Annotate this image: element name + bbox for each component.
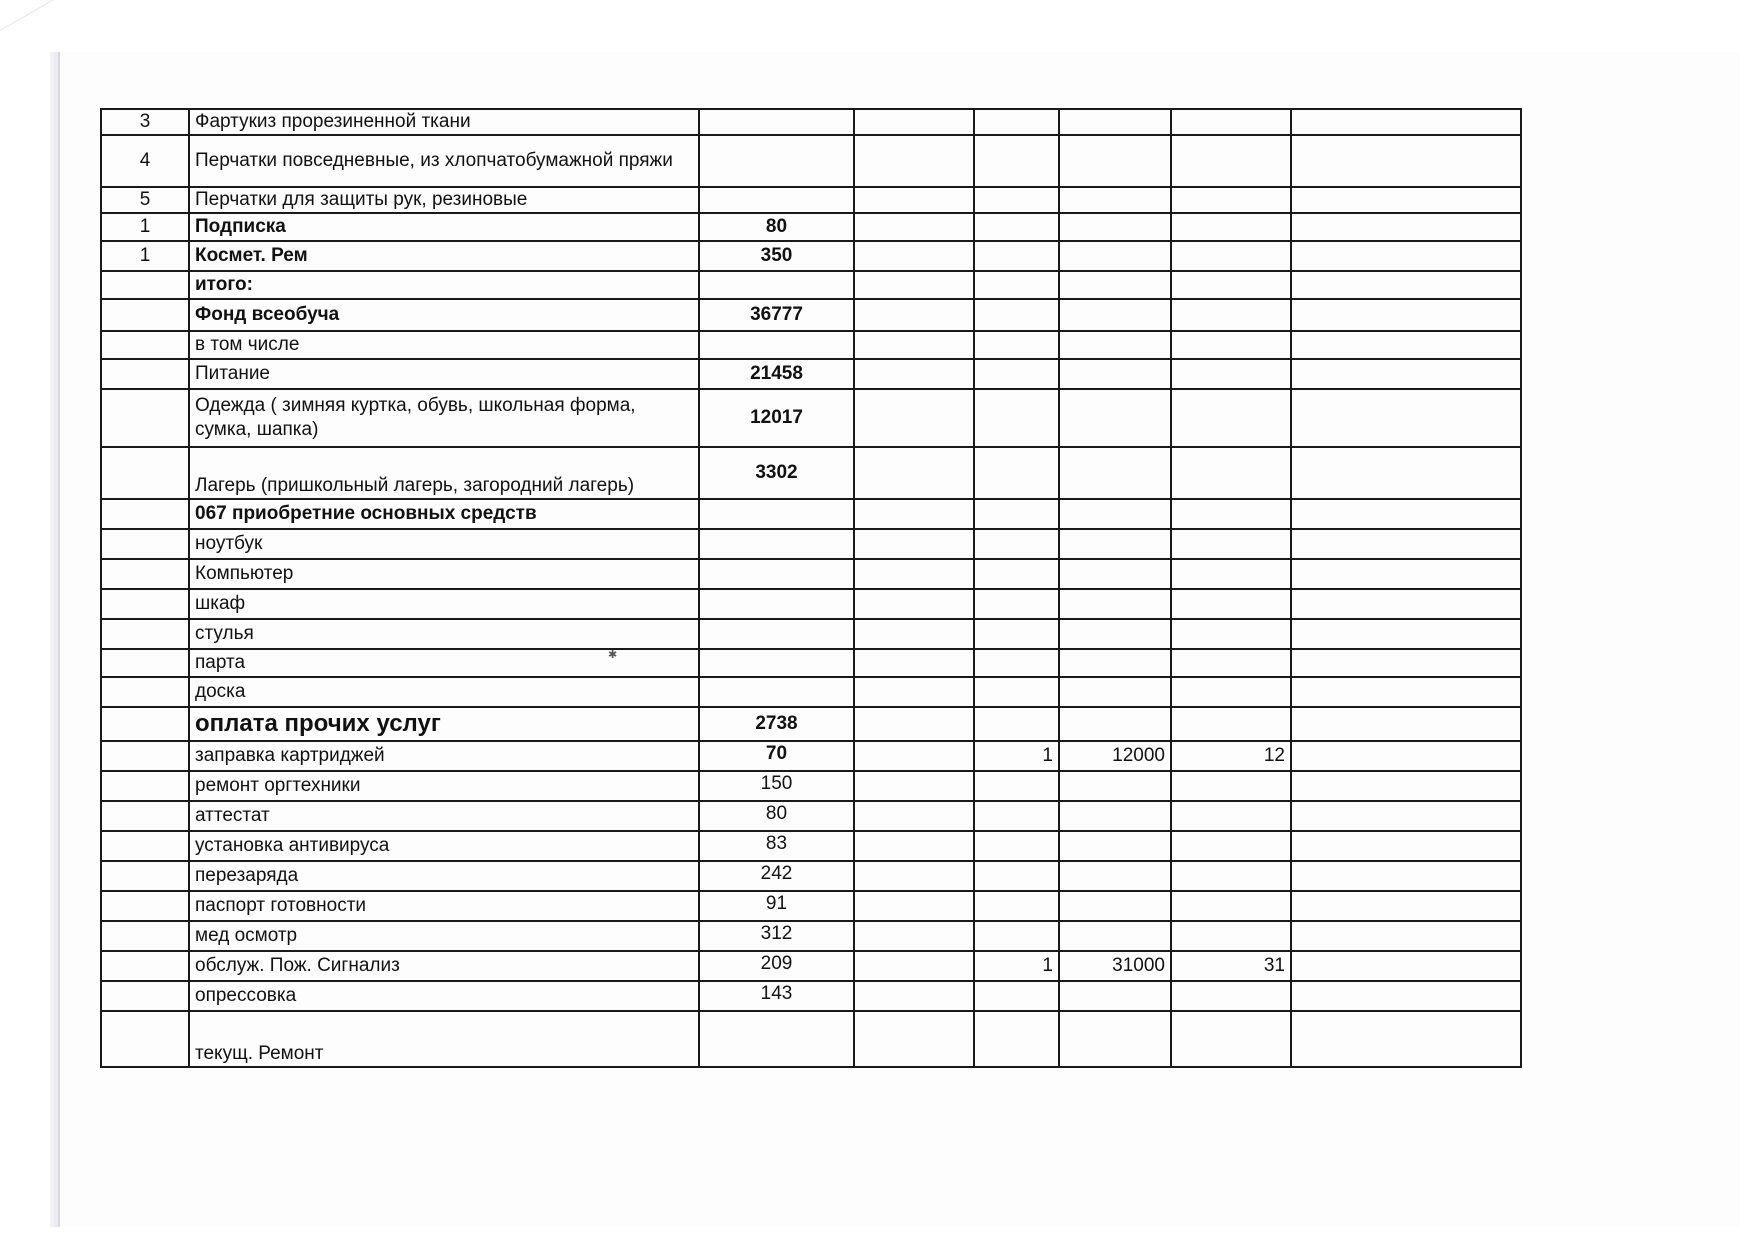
table-row [101,951,1521,981]
row-number-cell [101,559,189,589]
column-4-cell [854,109,974,135]
table-row [101,213,1521,241]
item-name-cell: стулья [189,619,699,649]
row-number-cell [101,619,189,649]
item-name-cell: Космет. Рем [189,241,699,271]
row-number-cell [101,741,189,771]
table-row [101,271,1521,299]
row-number-cell [101,389,189,447]
column-6-cell [1059,559,1171,589]
table-row [101,1011,1521,1067]
column-4-cell [854,389,974,447]
row-number-cell: 5 [101,187,189,213]
item-name-cell: паспорт готовности [189,891,699,921]
amount-cell [699,331,854,359]
column-5-cell [974,187,1059,213]
item-name-cell: оплата прочих услуг [189,707,699,741]
table-row [101,649,1521,677]
column-6-cell [1059,359,1171,389]
item-name-cell: Одежда ( зимняя куртка, обувь, школьная форма, сумка, шапка) [189,389,699,447]
column-8-cell [1291,559,1521,589]
amount-cell: 80 [699,213,854,241]
table-row [101,241,1521,271]
item-name-cell: ноутбук [189,529,699,559]
column-8-cell [1291,771,1521,801]
column-7-cell [1171,801,1291,831]
column-4-cell [854,771,974,801]
item-name-cell: перезаряда [189,861,699,891]
row-number-cell [101,981,189,1011]
amount-cell [699,187,854,213]
row-number-cell [101,299,189,331]
table-row [101,741,1521,771]
row-number-cell: 3 [101,109,189,135]
row-number-cell: 4 [101,135,189,187]
column-8-cell [1291,619,1521,649]
table-row [101,187,1521,213]
column-4-cell [854,589,974,619]
column-5-cell [974,213,1059,241]
column-6-cell [1059,213,1171,241]
column-8-cell [1291,447,1521,499]
item-name-cell: Подписка [189,213,699,241]
item-name-cell: в том числе [189,331,699,359]
item-name-cell: заправка картриджей [189,741,699,771]
row-number-cell [101,861,189,891]
column-7-cell: 12 [1171,741,1291,771]
column-7-cell [1171,135,1291,187]
table-row [101,861,1521,891]
item-name-cell: Лагерь (пришкольный лагерь, загородний лагерь) [189,447,699,499]
column-7-cell: 31 [1171,951,1291,981]
column-6-cell [1059,891,1171,921]
column-8-cell [1291,831,1521,861]
row-number-cell [101,271,189,299]
column-7-cell [1171,187,1291,213]
column-8-cell [1291,389,1521,447]
column-7-cell [1171,619,1291,649]
table-row [101,359,1521,389]
item-name-cell: аттестат [189,801,699,831]
item-name-cell: Фартукиз прорезиненной ткани [189,109,699,135]
column-5-cell [974,677,1059,707]
item-name-cell: ремонт оргтехники [189,771,699,801]
column-6-cell [1059,135,1171,187]
column-4-cell [854,921,974,951]
column-5-cell: 1 [974,741,1059,771]
row-number-cell [101,771,189,801]
column-4-cell [854,741,974,771]
column-4-cell [854,891,974,921]
item-name-cell: мед осмотр [189,921,699,951]
row-number-cell [101,677,189,707]
column-8-cell [1291,241,1521,271]
column-4-cell [854,299,974,331]
column-8-cell [1291,109,1521,135]
amount-cell: 150 [699,771,854,801]
column-6-cell [1059,389,1171,447]
column-5-cell [974,891,1059,921]
column-6-cell: 12000 [1059,741,1171,771]
column-4-cell [854,649,974,677]
table-row [101,891,1521,921]
column-4-cell [854,861,974,891]
row-number-cell [101,831,189,861]
column-5-cell [974,331,1059,359]
column-4-cell [854,271,974,299]
column-6-cell [1059,499,1171,529]
column-5-cell [974,921,1059,951]
column-4-cell [854,213,974,241]
amount-cell [699,649,854,677]
column-7-cell [1171,981,1291,1011]
column-8-cell [1291,801,1521,831]
scan-speck: ✱ [608,649,618,661]
column-4-cell [854,529,974,559]
row-number-cell [101,891,189,921]
column-5-cell [974,559,1059,589]
column-8-cell [1291,271,1521,299]
table-row [101,589,1521,619]
amount-cell: 91 [699,891,854,921]
table-row [101,135,1521,187]
amount-cell: 2738 [699,707,854,741]
column-5-cell: 1 [974,951,1059,981]
column-6-cell [1059,921,1171,951]
column-4-cell [854,331,974,359]
column-5-cell [974,771,1059,801]
table-row [101,981,1521,1011]
column-5-cell [974,359,1059,389]
amount-cell: 36777 [699,299,854,331]
column-4-cell [854,831,974,861]
row-number-cell [101,331,189,359]
column-5-cell [974,529,1059,559]
amount-cell [699,271,854,299]
item-name-cell: итого: [189,271,699,299]
column-7-cell [1171,1011,1291,1067]
amount-cell: 242 [699,861,854,891]
column-4-cell [854,619,974,649]
column-4-cell [854,447,974,499]
row-number-cell: 1 [101,213,189,241]
row-number-cell [101,921,189,951]
column-6-cell [1059,187,1171,213]
column-8-cell [1291,707,1521,741]
column-6-cell [1059,677,1171,707]
column-7-cell [1171,109,1291,135]
amount-cell: 209 [699,951,854,981]
column-7-cell [1171,331,1291,359]
column-4-cell [854,801,974,831]
amount-cell: 12017 [699,389,854,447]
column-6-cell [1059,271,1171,299]
column-8-cell [1291,135,1521,187]
column-7-cell [1171,771,1291,801]
column-8-cell [1291,213,1521,241]
item-name-cell: Питание [189,359,699,389]
row-number-cell [101,447,189,499]
amount-cell [699,499,854,529]
column-7-cell [1171,529,1291,559]
column-4-cell [854,559,974,589]
row-number-cell: 1 [101,241,189,271]
amount-cell [699,559,854,589]
amount-cell: 83 [699,831,854,861]
item-name-cell: Перчатки повседневные, из хлопчатобумажной пряжи [189,135,699,187]
column-6-cell [1059,241,1171,271]
row-number-cell [101,529,189,559]
table-row [101,331,1521,359]
column-7-cell [1171,389,1291,447]
item-name-cell: парта [189,649,699,677]
row-number-cell [101,951,189,981]
column-7-cell [1171,677,1291,707]
column-8-cell [1291,299,1521,331]
column-7-cell [1171,921,1291,951]
row-number-cell [101,589,189,619]
column-4-cell [854,707,974,741]
column-7-cell [1171,213,1291,241]
item-name-cell: Перчатки для защиты рук, резиновые [189,187,699,213]
column-8-cell [1291,359,1521,389]
column-6-cell [1059,109,1171,135]
column-6-cell [1059,529,1171,559]
column-8-cell [1291,499,1521,529]
column-8-cell [1291,951,1521,981]
column-5-cell [974,801,1059,831]
column-6-cell [1059,801,1171,831]
column-4-cell [854,187,974,213]
amount-cell: 3302 [699,447,854,499]
column-8-cell [1291,187,1521,213]
column-6-cell [1059,831,1171,861]
table-row [101,109,1521,135]
item-name-cell: Компьютер [189,559,699,589]
table-row [101,499,1521,529]
column-5-cell [974,241,1059,271]
table-row [101,447,1521,499]
table-row [101,559,1521,589]
column-5-cell [974,707,1059,741]
expense-table [100,108,1522,1068]
table-row [101,389,1521,447]
column-6-cell [1059,707,1171,741]
column-5-cell [974,389,1059,447]
item-name-cell: обслуж. Пож. Сигнализ [189,951,699,981]
item-name-cell: опрессовка [189,981,699,1011]
column-8-cell [1291,921,1521,951]
amount-cell [699,135,854,187]
column-4-cell [854,359,974,389]
table-row [101,831,1521,861]
column-4-cell [854,677,974,707]
row-number-cell [101,499,189,529]
column-5-cell [974,499,1059,529]
amount-cell: 350 [699,241,854,271]
amount-cell: 21458 [699,359,854,389]
row-number-cell [101,649,189,677]
column-7-cell [1171,707,1291,741]
column-4-cell [854,981,974,1011]
column-6-cell [1059,649,1171,677]
column-6-cell [1059,619,1171,649]
column-5-cell [974,271,1059,299]
column-5-cell [974,447,1059,499]
table-row [101,771,1521,801]
row-number-cell [101,801,189,831]
column-8-cell [1291,741,1521,771]
table-row [101,707,1521,741]
column-7-cell [1171,559,1291,589]
column-7-cell [1171,831,1291,861]
column-4-cell [854,499,974,529]
amount-cell [699,109,854,135]
column-5-cell [974,861,1059,891]
column-4-cell [854,241,974,271]
column-5-cell [974,619,1059,649]
table-row [101,529,1521,559]
item-name-cell: шкаф [189,589,699,619]
column-8-cell [1291,331,1521,359]
column-6-cell: 31000 [1059,951,1171,981]
column-8-cell [1291,649,1521,677]
column-7-cell [1171,447,1291,499]
column-4-cell [854,1011,974,1067]
column-6-cell [1059,331,1171,359]
table-body [101,109,1521,1067]
row-number-cell [101,707,189,741]
item-name-cell: Фонд всеобуча [189,299,699,331]
amount-cell [699,619,854,649]
table-row [101,677,1521,707]
table-row [101,801,1521,831]
column-6-cell [1059,771,1171,801]
column-5-cell [974,135,1059,187]
column-5-cell [974,1011,1059,1067]
column-6-cell [1059,981,1171,1011]
item-name-cell: 067 приобретние основных средств [189,499,699,529]
table-row [101,299,1521,331]
column-4-cell [854,135,974,187]
column-7-cell [1171,359,1291,389]
column-7-cell [1171,589,1291,619]
column-7-cell [1171,271,1291,299]
column-8-cell [1291,1011,1521,1067]
amount-cell [699,1011,854,1067]
item-name-cell: текущ. Ремонт [189,1011,699,1067]
table-row [101,921,1521,951]
column-7-cell [1171,649,1291,677]
item-name-cell: установка антивируса [189,831,699,861]
column-8-cell [1291,891,1521,921]
column-5-cell [974,589,1059,619]
column-5-cell [974,981,1059,1011]
column-8-cell [1291,589,1521,619]
column-5-cell [974,831,1059,861]
column-6-cell [1059,299,1171,331]
column-7-cell [1171,241,1291,271]
amount-cell [699,529,854,559]
column-6-cell [1059,447,1171,499]
amount-cell: 143 [699,981,854,1011]
row-number-cell [101,1011,189,1067]
amount-cell [699,677,854,707]
item-name-cell: доска [189,677,699,707]
column-7-cell [1171,499,1291,529]
column-6-cell [1059,589,1171,619]
table-row [101,619,1521,649]
folded-sheet-edge [0,0,154,60]
column-6-cell [1059,1011,1171,1067]
column-5-cell [974,649,1059,677]
column-6-cell [1059,861,1171,891]
column-8-cell [1291,981,1521,1011]
column-8-cell [1291,677,1521,707]
amount-cell: 312 [699,921,854,951]
column-7-cell [1171,891,1291,921]
amount-cell: 70 [699,741,854,771]
amount-cell: 80 [699,801,854,831]
column-5-cell [974,299,1059,331]
column-8-cell [1291,529,1521,559]
row-number-cell [101,359,189,389]
amount-cell [699,589,854,619]
column-5-cell [974,109,1059,135]
column-7-cell [1171,299,1291,331]
column-7-cell [1171,861,1291,891]
column-8-cell [1291,861,1521,891]
column-4-cell [854,951,974,981]
